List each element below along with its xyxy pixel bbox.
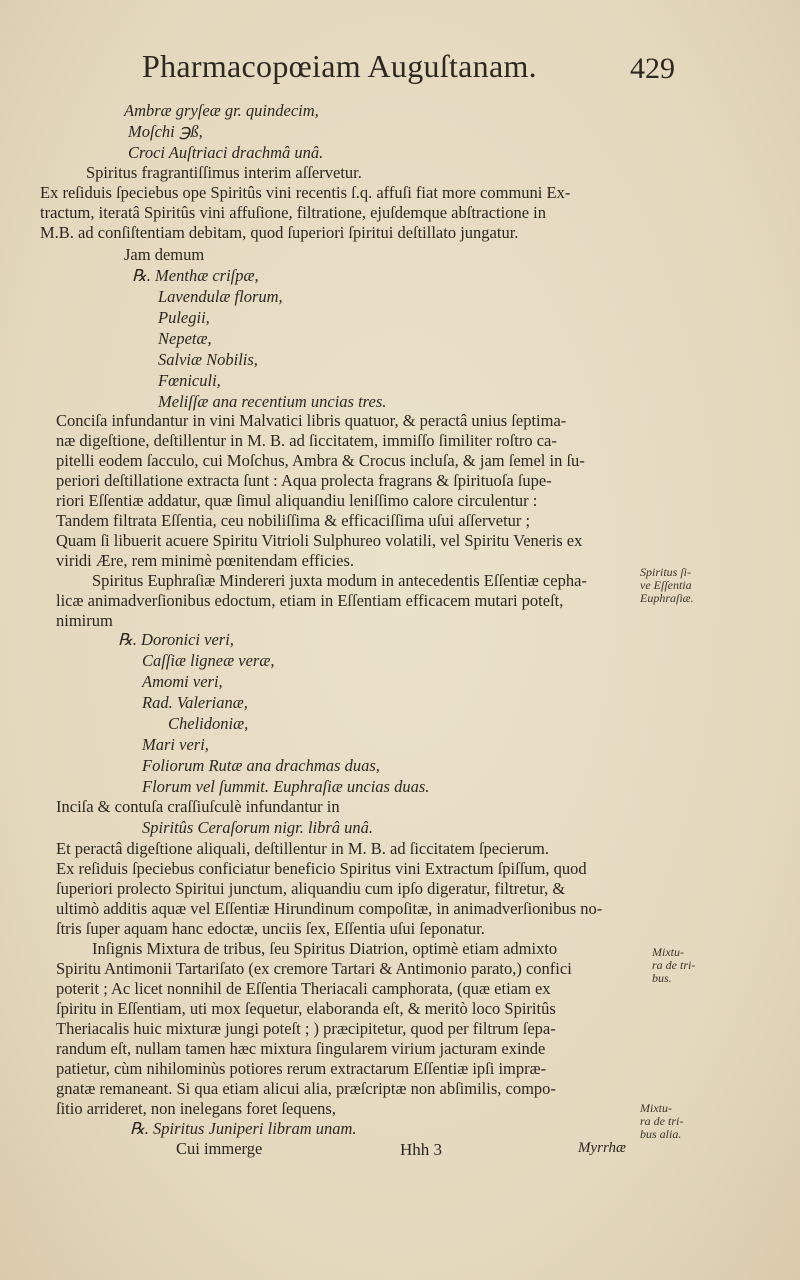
text-line: Fœniculi, bbox=[158, 371, 221, 390]
margin-note bbox=[640, 1102, 683, 1141]
text-line: Moſchi ℈ß, bbox=[128, 122, 203, 141]
page-footer bbox=[0, 1140, 800, 1170]
text-line: Quam ſi libuerit acuere Spiritu Vitrioli Sulphureo volatili, vel Spiritu Veneris ex bbox=[56, 531, 583, 550]
margin-note-line: Mixtu- bbox=[652, 945, 684, 959]
text-line: Inciſa & contuſa craſſiuſculè infundantur in bbox=[56, 797, 340, 816]
text-line: Florum vel ſummit. Euphraſiæ uncias duas. bbox=[142, 777, 430, 796]
text-line: Cui immerge bbox=[176, 1139, 263, 1158]
text-line: ſuperiori prolecto Spiritui junctum, aliquandiu cum ipſo digeratur, filtretur, & bbox=[56, 879, 566, 898]
text-line: pitelli eodem ſacculo, cui Moſchus, Ambra & Crocus incluſa, & jam ſemel in ſu- bbox=[56, 451, 585, 470]
text-line: ſitio arrideret, non inelegans foret ſequens, bbox=[56, 1099, 336, 1118]
text-line: Foliorum Rutæ ana drachmas duas, bbox=[142, 756, 380, 775]
text-line: Croci Auſtriaci drachmâ unâ. bbox=[128, 143, 324, 162]
text-line: nimirum bbox=[56, 611, 113, 630]
text-line: gnatæ remaneant. Si qua etiam alicui alia, præſcriptæ non abſimilis, compo- bbox=[56, 1079, 556, 1098]
signature-mark: Hhh 3 bbox=[400, 1140, 443, 1159]
text-line: M.B. ad conſiſtentiam debitam, quod ſuperiori ſpiritui deſtillato jungatur. bbox=[40, 223, 519, 242]
margin-note-line: ve Eſſentia bbox=[640, 578, 692, 592]
text-line: Theriacalis huic mixturæ jungi poteſt ; ) præcipitetur, quod per filtrum ſepa- bbox=[56, 1019, 556, 1038]
text-line: ℞. Doronici veri, bbox=[118, 630, 234, 649]
text-line: Rad. Valerianæ, bbox=[142, 693, 248, 712]
text-line: ℞. Menthæ criſpæ, bbox=[132, 266, 259, 285]
margin-note-line: ra de tri- bbox=[640, 1114, 684, 1128]
text-line: Spiritûs Ceraſorum nigr. librâ unâ. bbox=[142, 818, 374, 837]
text-line: tractum, iteratâ Spiritûs vini affuſione, filtratione, ejuſdemque abſtractione in bbox=[40, 203, 546, 222]
text-line: Meliſſæ ana recentium uncias tres. bbox=[158, 392, 387, 411]
text-line: ſpiritu in Eſſentiam, uti mox ſequetur, elaboranda eſt, & meritò loco Spiritûs bbox=[56, 999, 556, 1018]
text-line: ultimò additis aquæ vel Eſſentiæ Hirundinum compoſitæ, in animadverſionibus no- bbox=[56, 899, 603, 918]
text-line: Lavendulæ florum, bbox=[158, 287, 283, 306]
text-line: Pulegii, bbox=[158, 308, 210, 327]
text-line: Caſſiæ ligneæ veræ, bbox=[142, 651, 275, 670]
text-line: Amomi veri, bbox=[142, 672, 223, 691]
text-line: Inſignis Mixtura de tribus, ſeu Spiritus Diatrion, optimè etiam admixto bbox=[92, 939, 558, 958]
text-line: Spiritus Euphraſiæ Mindereri juxta modum in antecedentis Eſſentiæ cepha- bbox=[92, 571, 587, 590]
catchword: Myrrhæ bbox=[578, 1140, 627, 1156]
margin-note-line: Mixtu- bbox=[640, 1101, 672, 1115]
text-line: riori Eſſentiæ addatur, quæ ſimul aliquandiu leniſſimo calore circulentur : bbox=[56, 491, 538, 510]
text-line: ſtris ſuper aquam hanc edoctæ, unciis ſex, Eſſentia uſui ſeponatur. bbox=[56, 919, 485, 938]
margin-note-line: bus. bbox=[652, 971, 672, 985]
margin-note bbox=[640, 566, 694, 605]
margin-note-line: Euphraſiæ. bbox=[640, 591, 694, 605]
text-line: Jam demum bbox=[124, 245, 205, 264]
text-line: Ambræ gryſeæ gr. quindecim, bbox=[124, 101, 319, 120]
margin-note-line: Spiritus ſi- bbox=[640, 565, 692, 579]
text-line: Nepetæ, bbox=[158, 329, 212, 348]
text-line: poterit ; Ac licet nonnihil de Eſſentia Theriacali camphorata, (quæ etiam ex bbox=[56, 979, 551, 998]
text-line: periori deſtillatione extracta ſunt : Aqua prolecta fragrans & ſpirituoſa ſupe- bbox=[56, 471, 552, 490]
text-line: licæ animadverſionibus edoctum, etiam in Eſſentiam efficacem mutari poteſt, bbox=[56, 591, 564, 610]
page-header bbox=[0, 48, 800, 98]
text-line: ℞. Spiritus Juniperi libram unam. bbox=[130, 1119, 357, 1138]
text-line: Conciſa infundantur in vini Malvatici libris quatuor, & peractâ unius ſeptima- bbox=[56, 411, 567, 430]
text-line: Ex reſiduis ſpeciebus ope Spiritûs vini recentis ſ.q. affuſi fiat more communi Ex- bbox=[40, 183, 571, 202]
margin-note-line: bus alia. bbox=[640, 1127, 682, 1141]
text-line: Salviæ Nobilis, bbox=[158, 350, 258, 369]
text-line: Chelidoniæ, bbox=[168, 714, 249, 733]
text-line: Ex reſiduis ſpeciebus conficiatur beneficio Spiritus vini Extractum ſpiſſum, quod bbox=[56, 859, 587, 878]
text-line: randum eſt, nullam tamen hæc mixtura ſingularem virium jacturam exinde bbox=[56, 1039, 546, 1058]
text-line: næ digeſtione, deſtillentur in M. B. ad ſiccitatem, immiſſo ſimiliter roſtro ca- bbox=[56, 431, 557, 450]
page-number: 429 bbox=[630, 52, 675, 85]
text-line: Spiritus fragrantiſſimus interim aſſervetur. bbox=[86, 163, 362, 182]
text-line: patietur, cùm nihilominùs potiores rerum extractarum Eſſentiæ ipſi impræ- bbox=[56, 1059, 547, 1078]
margin-note-line: ra de tri- bbox=[652, 958, 696, 972]
text-line: Et peractâ digeſtione aliquali, deſtillentur in M. B. ad ſiccitatem ſpecierum. bbox=[56, 839, 550, 858]
text-line: viridi Ære, rem minimè pœnitendam efficies. bbox=[56, 551, 354, 570]
running-title: Pharmacopœiam Auguſtanam. bbox=[142, 48, 537, 84]
text-line: Spiritu Antimonii Tartariſato (ex cremore Tartari & Antimonio parato,) confici bbox=[56, 959, 572, 978]
text-line: Mari veri, bbox=[142, 735, 209, 754]
text-line: Tandem filtrata Eſſentia, ceu nobiliſſima & efficaciſſima uſui aſſervetur ; bbox=[56, 511, 531, 530]
margin-note bbox=[652, 946, 695, 985]
